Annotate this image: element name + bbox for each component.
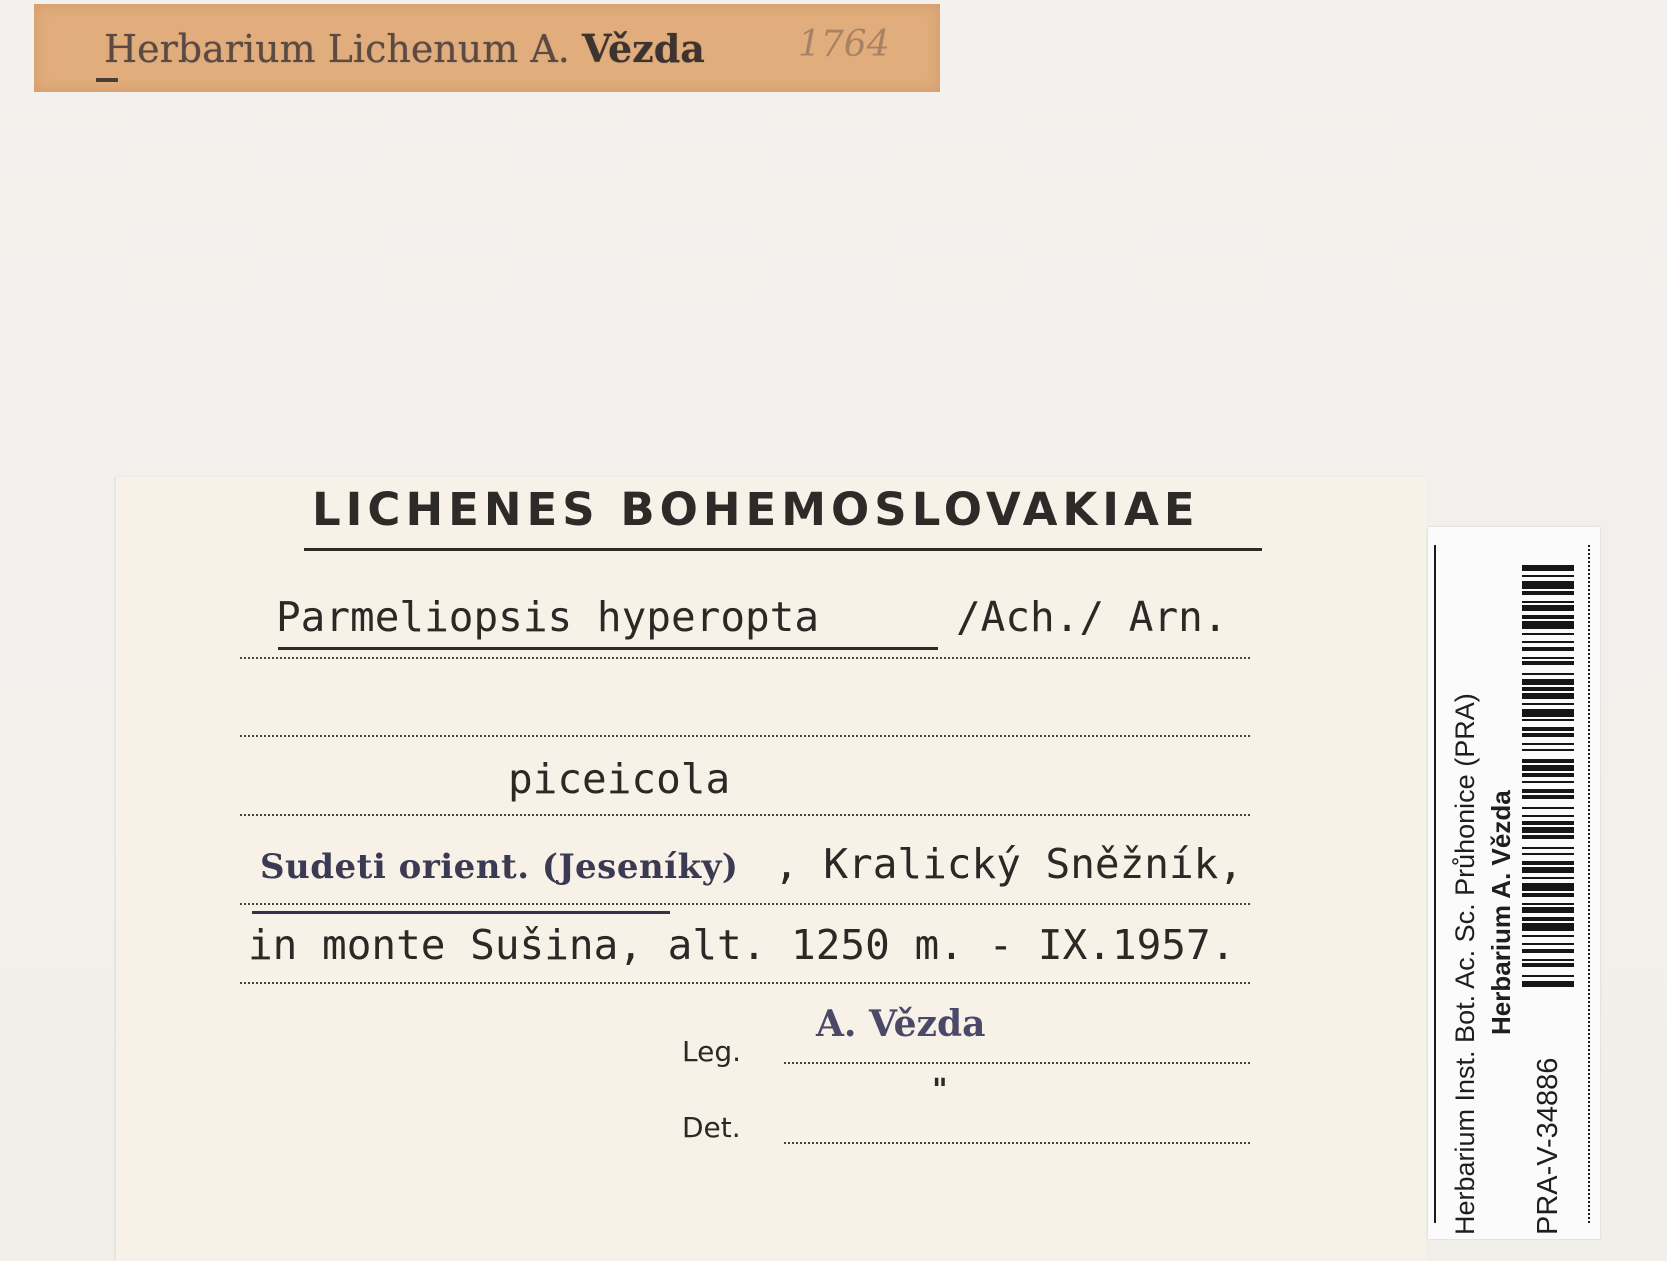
- barcode-bar: [1522, 673, 1574, 675]
- barcode-bar: [1522, 581, 1574, 589]
- species-underline: [278, 647, 938, 650]
- dotted-line-det: [784, 1142, 1250, 1144]
- dotted-line-3: [240, 814, 1250, 816]
- label-title: LICHENES BOHEMOSLOVAKIAE: [312, 483, 1200, 536]
- barcode-bar: [1522, 781, 1574, 783]
- title-rule: [304, 548, 1262, 551]
- barcode-bar: [1522, 867, 1574, 873]
- specimen-id: PRA-V-34886: [1532, 1057, 1564, 1235]
- dotted-line-leg: [784, 1062, 1250, 1064]
- barcode-bar: [1522, 633, 1574, 635]
- barcode-bar: [1522, 703, 1574, 705]
- species-name: Parmeliopsis hyperopta: [276, 593, 820, 641]
- barcode-bar: [1522, 605, 1574, 611]
- barcode-bar: [1522, 657, 1574, 659]
- barcode-bar: [1522, 877, 1574, 879]
- locality-line-1: , Kralický Sněžník,: [774, 840, 1243, 888]
- stamp-text: [104, 26, 705, 71]
- barcode-bar: [1522, 795, 1574, 799]
- institution-text: Herbarium Inst. Bot. Ac. Sc. Průhonice (PRA): [1450, 693, 1480, 1235]
- barcode-bar: [1522, 917, 1574, 921]
- barcode-bar: [1522, 733, 1574, 737]
- region-stamp: Sudeti orient. (Jeseníky): [260, 847, 739, 887]
- barcode-bar: [1522, 807, 1574, 809]
- barcode-bar: [1522, 935, 1574, 937]
- barcode-bar: [1522, 835, 1574, 839]
- barcode-bar: [1522, 575, 1574, 577]
- barcode-bar: [1522, 719, 1574, 721]
- barcode-bar: [1522, 601, 1574, 603]
- stamp-text-name: Vězda: [581, 26, 705, 71]
- barcode-bar: [1522, 789, 1574, 793]
- barcode-bar: [1522, 765, 1574, 771]
- specimen-label: [116, 477, 1426, 1261]
- dotted-line-1: [240, 657, 1250, 659]
- dotted-line-5: [240, 982, 1250, 984]
- barcode-bar: [1522, 661, 1574, 665]
- barcode-bar: [1522, 709, 1574, 717]
- handwritten-number: 1764: [798, 24, 890, 65]
- barcode-bar: [1522, 759, 1574, 763]
- dotted-line-2: [240, 735, 1250, 737]
- barcode-bar: [1522, 853, 1574, 855]
- leg-collector: A. Vězda: [816, 1003, 986, 1045]
- barcode-bar: [1522, 883, 1574, 891]
- leg-label: Leg.: [682, 1035, 742, 1068]
- barcode-bar: [1522, 641, 1574, 643]
- region-underline: [252, 911, 670, 914]
- herbarium-stamp-strip: [34, 4, 940, 92]
- barcode-bar: [1522, 773, 1574, 777]
- barcode-bar: [1522, 621, 1574, 629]
- det-label: Det.: [682, 1111, 741, 1144]
- barcode-bar: [1522, 687, 1574, 691]
- barcode-bar: [1522, 821, 1574, 825]
- barcode-bar: [1522, 679, 1574, 685]
- barcode-label: [1428, 527, 1600, 1239]
- barcode-bar: [1522, 847, 1574, 849]
- barcode-bar: [1522, 727, 1574, 731]
- barcode-bar: [1522, 949, 1574, 953]
- barcode-bar: [1522, 907, 1574, 913]
- stamp-mark: [96, 78, 118, 82]
- det-ditto-mark: ": [932, 1073, 948, 1108]
- barcode-bar: [1522, 861, 1574, 865]
- barcode-bar: [1522, 975, 1574, 977]
- barcode-icon: [1522, 565, 1574, 989]
- stamp-text-prefix: Herbarium Lichenum A.: [104, 27, 582, 71]
- collection-text: Herbarium A. Vězda: [1486, 790, 1516, 1035]
- barcode-bar: [1522, 591, 1574, 595]
- variety-name: piceicola: [508, 755, 731, 803]
- barcode-bar: [1522, 749, 1574, 751]
- barcode-bar: [1522, 903, 1574, 905]
- barcode-bar: [1522, 565, 1574, 571]
- barcode-bar: [1522, 893, 1574, 897]
- barcode-bar: [1522, 647, 1574, 651]
- dotted-line-4: [240, 903, 1250, 905]
- locality-line-2: in monte Sušina, alt. 1250 m. - IX.1957.: [248, 921, 1236, 969]
- barcode-bar: [1522, 743, 1574, 745]
- barcode-bar: [1522, 923, 1574, 931]
- barcode-bar: [1522, 959, 1574, 961]
- barcode-bar: [1522, 693, 1574, 699]
- barcode-bar: [1522, 981, 1574, 987]
- barcode-bar: [1522, 615, 1574, 619]
- species-author: /Ach./ Arn.: [956, 593, 1228, 641]
- barcode-bar: [1522, 943, 1574, 945]
- barcode-bar: [1522, 815, 1574, 817]
- barcode-bar: [1522, 963, 1574, 967]
- barcode-bar: [1522, 827, 1574, 833]
